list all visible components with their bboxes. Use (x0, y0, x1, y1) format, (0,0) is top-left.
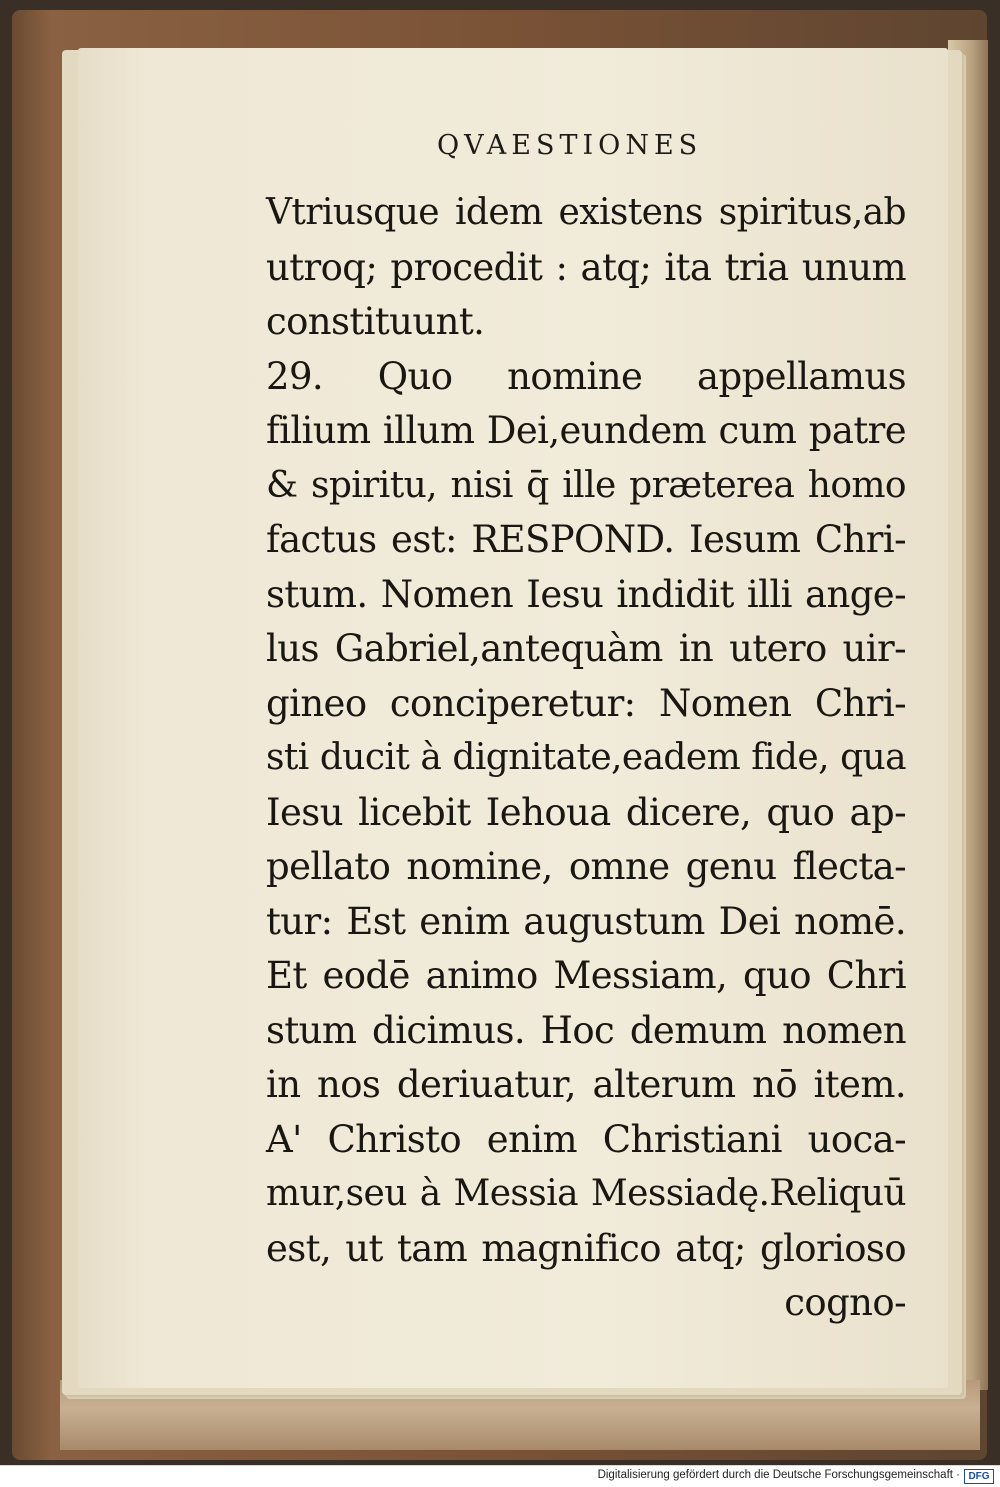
catchword: cogno- (784, 1281, 906, 1324)
page-text (266, 186, 906, 1331)
text-line: factus est: RESPOND. Iesum Chri- (266, 518, 906, 561)
digitization-footer (0, 1465, 1000, 1487)
text-line: stum dicimus. Hoc demum nomen (266, 1008, 906, 1052)
text-line: & spiritu, nisi q̄ ille præterea homo (266, 464, 906, 506)
text-line: Et eodē animo Messiam, quo Chri (266, 954, 906, 997)
text-line: Iesu licebit Iehoua dicere, quo ap- (266, 790, 906, 834)
text-line: pellato nomine, omne genu flecta- (266, 845, 906, 888)
text-line: lus Gabriel,antequàm in utero uir- (266, 627, 906, 670)
footer-credit: Digitalisierung gefördert durch die Deutsche Forschungsgemeinschaft · (597, 1469, 960, 1481)
text-line: A' Christo enim Christiani uoca- (266, 1117, 906, 1161)
text-line: constituunt. (266, 300, 485, 343)
dfg-logo: DFG (964, 1469, 994, 1484)
text-line: Vtriusque idem existens spiritus,ab (266, 192, 906, 233)
running-head: QVAESTIONES (437, 130, 703, 161)
text-line: filium illum Dei,eundem cum patre (266, 409, 906, 452)
question-number-line: 29. Quo nomine appellamus (266, 354, 906, 398)
text-line: in nos deriuatur, alterum nō item. (266, 1063, 906, 1106)
text-line: stum. Nomen Iesu indidit illi ange- (266, 572, 906, 616)
text-line: tur: Est enim augustum Dei nomē. (266, 899, 906, 943)
text-line: est, ut tam magnifico atq; glorioso (266, 1226, 906, 1270)
text-line: gineo conciperetur: Nomen Chri- (266, 681, 906, 725)
text-line: mur,seu à Messia Messiadę.Reliquū (266, 1173, 906, 1214)
text-line: utroq; procedit : atq; ita tria unum (266, 245, 906, 289)
text-line: sti ducit à dignitate,eadem fide, qua (266, 737, 906, 778)
